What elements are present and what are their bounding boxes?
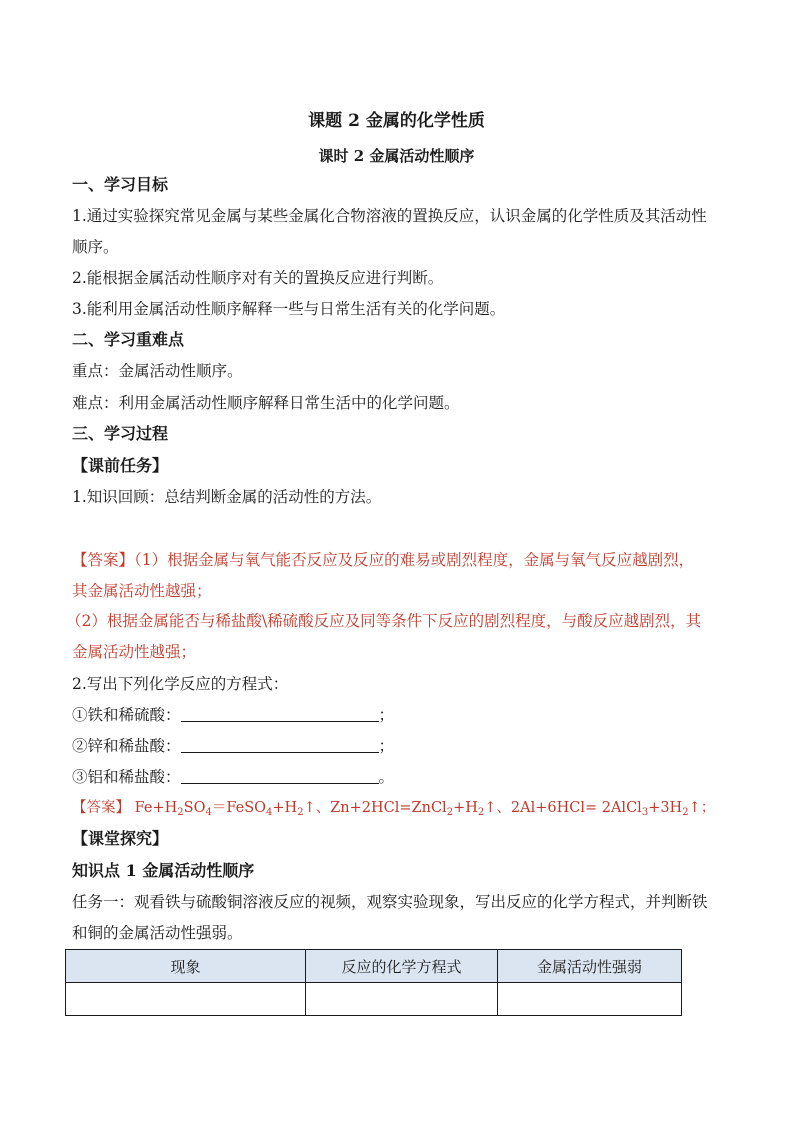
- answer-1-line-2: 其金属活动性越强；: [72, 582, 212, 600]
- equation-2: $Zn+2HCl=ZnCl_2+H_2↑$、: [330, 800, 511, 818]
- answer-2-tag: 【答案】: [72, 800, 130, 816]
- table-cell-phenomenon[interactable]: [66, 983, 306, 1016]
- observation-table: [65, 949, 682, 1016]
- question-2c-label: ③铝和稀盐酸：: [72, 768, 181, 786]
- class-exploration-heading: 【课堂探究】: [72, 829, 169, 848]
- task-1-line-2: 和铜的金属活动性强弱。: [72, 924, 243, 942]
- table-header-phenomenon: 现象: [66, 950, 306, 983]
- answer-1-line-1: [72, 549, 694, 571]
- question-2a-label: ①铁和稀硫酸：: [72, 706, 181, 724]
- question-2: 2.写出下列化学反应的方程式：: [72, 675, 289, 693]
- section-heading-objectives: 一、学习目标: [72, 175, 169, 194]
- question-2c-end: 。: [378, 768, 395, 786]
- answer-1-line-3: （2）根据金属能否与稀盐酸\稀硫酸反应及同等条件下反应的剧烈程度，与酸反应越剧烈，其: [66, 612, 702, 630]
- difficulty-point: 难点：利用金属活动性顺序解释日常生活中的化学问题。: [72, 394, 460, 412]
- question-2b-end: ；: [378, 737, 395, 755]
- table-cell-equation[interactable]: [306, 983, 498, 1016]
- question-2a-end: ；: [378, 706, 395, 724]
- table-row: [66, 983, 682, 1016]
- section-heading-key-points: 二、学习重难点: [72, 330, 185, 349]
- table-header-activity: 金属活动性强弱: [498, 950, 682, 983]
- answer-1-text-1: （1）根据金属与氧气能否反应及反应的难易或剧烈程度，金属与氧气反应越剧烈，: [134, 551, 695, 569]
- equation-3: $2Al+6HCl= 2AlCl_3+3H_2↑$；: [510, 800, 716, 818]
- question-2a: [72, 704, 394, 726]
- pre-class-task-heading: 【课前任务】: [72, 456, 169, 475]
- page-title: 课题 2 金属的化学性质: [308, 111, 485, 131]
- table-cell-activity[interactable]: [498, 983, 682, 1016]
- answer-blank-2b[interactable]: [181, 736, 379, 753]
- key-point: 重点：金属活动性顺序。: [72, 362, 243, 380]
- objective-1-line-2: 顺序。: [72, 238, 119, 256]
- question-1: 1.知识回顾：总结判断金属的活动性的方法。: [72, 488, 382, 506]
- answer-2-line: [72, 797, 715, 819]
- objective-3: 3.能利用金属活动性顺序解释一些与日常生活有关的化学问题。: [72, 300, 506, 318]
- page-subtitle: 课时 2 金属活动性顺序: [318, 147, 475, 165]
- section-heading-process: 三、学习过程: [72, 424, 169, 443]
- task-1-line-1: 任务一：观看铁与硫酸铜溶液反应的视频，观察实验现象，写出反应的化学方程式，并判断铁: [72, 893, 708, 911]
- objective-1-line-1: 1.通过实验探究常见金属与某些金属化合物溶液的置换反应，认识金属的化学性质及其活动性: [72, 207, 707, 225]
- equation-1: $Fe+H_2SO_4=FeSO_4+H_2↑$、: [134, 800, 331, 818]
- table-header-equation: 反应的化学方程式: [306, 950, 498, 983]
- answer-tag: 【答案】: [72, 551, 135, 569]
- question-2b-label: ②锌和稀盐酸：: [72, 737, 181, 755]
- question-2c: [72, 766, 394, 788]
- answer-1-line-4: 金属活动性越强；: [72, 643, 197, 661]
- answer-blank-2c[interactable]: [181, 767, 379, 784]
- answer-blank-2a[interactable]: [181, 705, 379, 722]
- table-header-row: [66, 950, 682, 983]
- objective-2: 2.能根据金属活动性顺序对有关的置换反应进行判断。: [72, 269, 444, 287]
- question-2b: [72, 735, 394, 757]
- knowledge-point-1-heading: 知识点 1 金属活动性顺序: [72, 861, 255, 880]
